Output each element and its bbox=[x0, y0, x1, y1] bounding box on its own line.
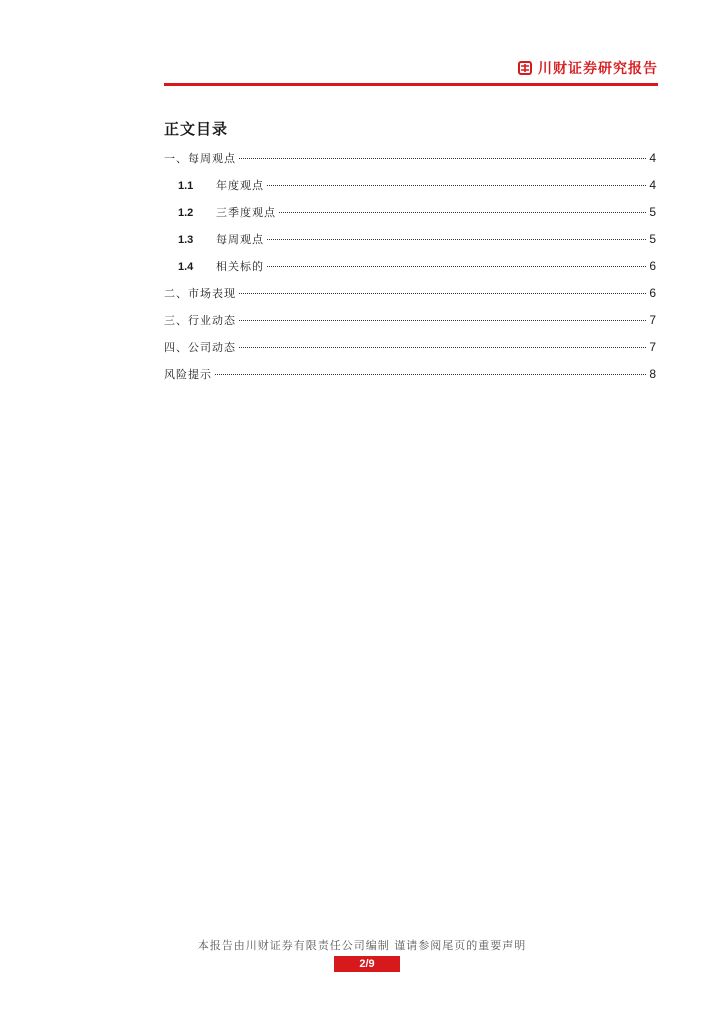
toc-leader-dots bbox=[267, 185, 646, 186]
toc-entry-label: 四、公司动态 bbox=[164, 341, 236, 354]
brand-logo-icon bbox=[518, 61, 532, 75]
toc-entry[interactable] bbox=[164, 280, 656, 307]
toc-entry-page: 4 bbox=[649, 178, 656, 192]
page-indicator: 2/9 bbox=[334, 956, 400, 972]
brand bbox=[518, 58, 658, 78]
toc-entry-number: 1.3 bbox=[178, 234, 194, 246]
toc-entry[interactable] bbox=[164, 334, 656, 361]
toc-entry-label: 年度观点 bbox=[216, 179, 264, 192]
toc-entry-page: 7 bbox=[649, 313, 656, 327]
page-header bbox=[164, 56, 658, 82]
toc-entry-label: 每周观点 bbox=[216, 233, 264, 246]
toc-entry-label: 一、每周观点 bbox=[164, 152, 236, 165]
toc-entry-label: 三、行业动态 bbox=[164, 314, 236, 327]
toc-entry[interactable] bbox=[164, 145, 656, 172]
toc-entry-page: 8 bbox=[649, 367, 656, 381]
toc-entry-page: 6 bbox=[649, 286, 656, 300]
brand-text: 川财证券研究报告 bbox=[538, 61, 658, 77]
toc-entry-page: 5 bbox=[649, 205, 656, 219]
toc-leader-dots bbox=[239, 347, 646, 348]
toc-entry-label: 三季度观点 bbox=[216, 206, 276, 219]
toc-entry-label: 二、市场表现 bbox=[164, 287, 236, 300]
toc-entry-page: 7 bbox=[649, 340, 656, 354]
toc-entry[interactable] bbox=[164, 253, 656, 280]
toc-entry[interactable] bbox=[164, 172, 656, 199]
toc-leader-dots bbox=[239, 158, 646, 159]
toc-entry-label: 相关标的 bbox=[216, 260, 264, 273]
toc-leader-dots bbox=[215, 374, 646, 375]
footer-disclaimer: 本报告由川财证券有限责任公司编制 谨请参阅尾页的重要声明 bbox=[197, 939, 527, 952]
table-of-contents bbox=[164, 145, 656, 388]
toc-entry[interactable] bbox=[164, 226, 656, 253]
toc-entry[interactable] bbox=[164, 307, 656, 334]
toc-entry[interactable] bbox=[164, 361, 656, 388]
toc-entry-number: 1.4 bbox=[178, 261, 194, 273]
header-rule bbox=[164, 83, 658, 86]
toc-leader-dots bbox=[267, 239, 646, 240]
toc-entry[interactable] bbox=[164, 199, 656, 226]
toc-entry-page: 6 bbox=[649, 259, 656, 273]
toc-entry-label: 风险提示 bbox=[164, 368, 212, 381]
toc-leader-dots bbox=[267, 266, 646, 267]
toc-leader-dots bbox=[239, 320, 646, 321]
toc-entry-page: 5 bbox=[649, 232, 656, 246]
toc-leader-dots bbox=[279, 212, 646, 213]
toc-entry-number: 1.1 bbox=[178, 180, 194, 192]
toc-entry-page: 4 bbox=[649, 151, 656, 165]
toc-title: 正文目录 bbox=[164, 120, 229, 138]
toc-entry-number: 1.2 bbox=[178, 207, 194, 219]
toc-leader-dots bbox=[239, 293, 646, 294]
